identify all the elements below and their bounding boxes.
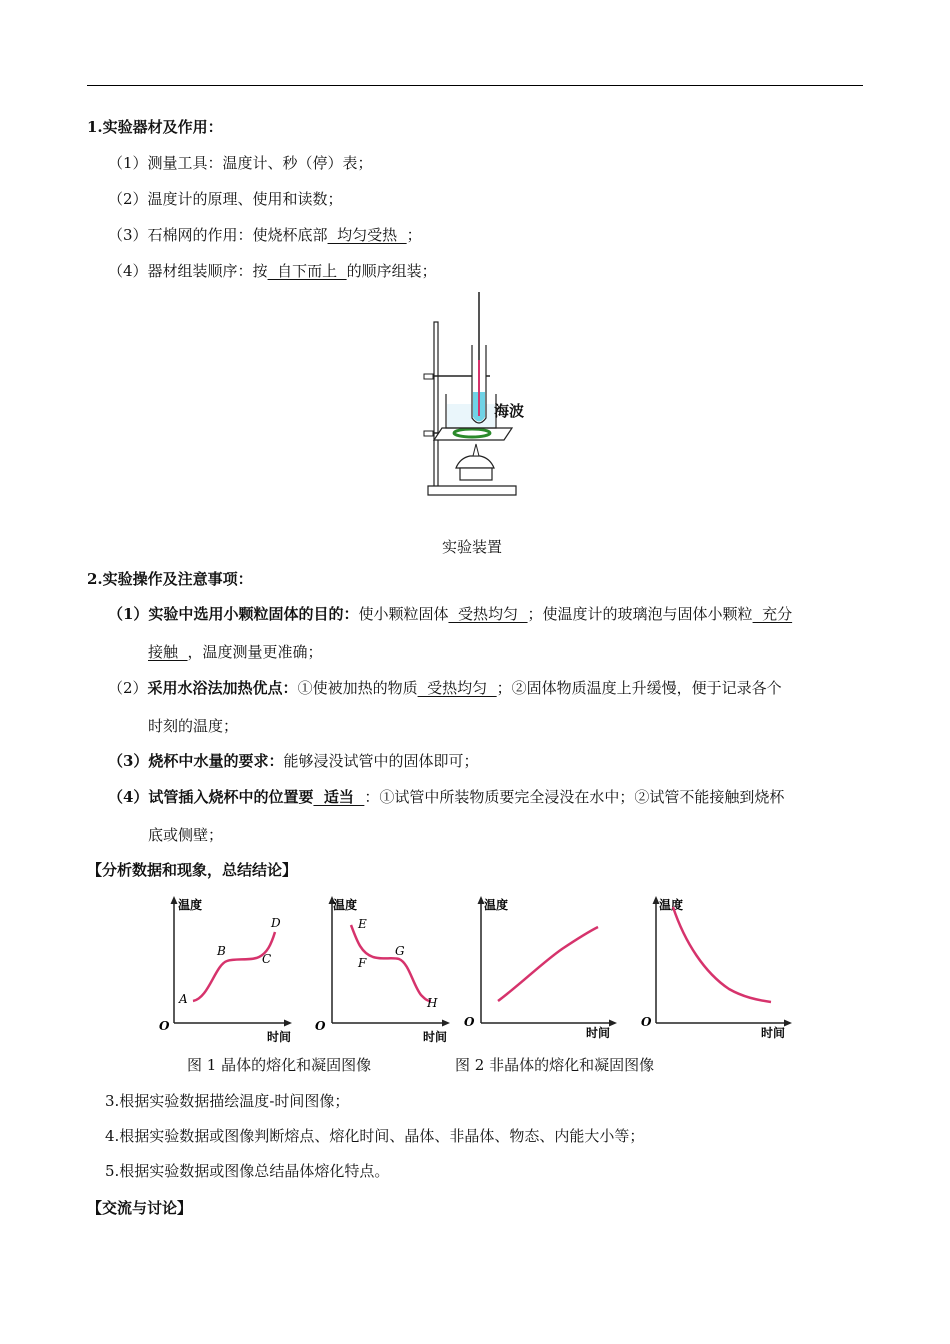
apparatus-figure bbox=[420, 290, 540, 500]
list-item-4: 4.根据实验数据或图像判断熔点、熔化时间、晶体、非晶体、物态、内能大小等； bbox=[105, 1127, 645, 1145]
point-label: A bbox=[179, 992, 188, 1006]
graph-amorphous-solidify bbox=[637, 893, 797, 1043]
section2-item4-cont: 底或侧壁； bbox=[148, 826, 224, 844]
blank-answer: 接触 bbox=[148, 643, 188, 661]
section1-item4: （4）器材组装顺序：按 自下而上 的顺序组装； bbox=[108, 262, 437, 280]
y-axis-label: 温度 bbox=[659, 898, 684, 912]
point-label: C bbox=[262, 952, 272, 966]
section1-heading: 1.实验器材及作用： bbox=[87, 118, 223, 136]
point-label: G bbox=[395, 944, 405, 958]
section2-item2: （2）采用水浴法加热优点：①使被加热的物质 受热均匀 ；②固体物质温度上升缓慢，便于记录各个 bbox=[108, 679, 782, 697]
apparatus-label: 海波 bbox=[494, 402, 525, 420]
y-axis-label: 温度 bbox=[333, 898, 358, 912]
x-axis-label: 时间 bbox=[761, 1026, 786, 1040]
x-axis-label: 时间 bbox=[267, 1030, 292, 1043]
amorphous-melt-curve bbox=[498, 927, 598, 1001]
section1-item2: （2）温度计的原理、使用和读数； bbox=[108, 190, 343, 208]
point-label: F bbox=[358, 956, 367, 970]
crystal-curve bbox=[193, 932, 275, 1001]
figure2-caption: 图 2 非晶体的熔化和凝固图像 bbox=[455, 1056, 655, 1074]
y-axis-label: 温度 bbox=[178, 898, 203, 912]
point-label: B bbox=[217, 944, 226, 958]
y-axis-label: 温度 bbox=[484, 898, 509, 912]
section2-item1: （1）实验中选用小颗粒固体的目的：使小颗粒固体 受热均匀 ；使温度计的玻璃泡与固体小颗粒 充分 bbox=[108, 605, 793, 623]
x-axis-label: 时间 bbox=[423, 1030, 448, 1043]
section2-item4: （4）试管插入烧杯中的位置要 适当 ：①试管中所装物质要完全浸没在水中；②试管不能接触到烧杯 bbox=[108, 788, 785, 806]
graph-crystal bbox=[155, 893, 300, 1043]
point-label: D bbox=[271, 916, 281, 930]
figure1-caption: 图 1 晶体的熔化和凝固图像 bbox=[187, 1056, 372, 1074]
x-axis-label: 时间 bbox=[586, 1026, 611, 1040]
section2-item3: （3）烧杯中水量的要求：能够浸没试管中的固体即可； bbox=[108, 752, 479, 770]
section2-heading: 2.实验操作及注意事项： bbox=[87, 570, 253, 588]
origin-label: O bbox=[159, 1019, 170, 1033]
section1-item1: （1）测量工具：温度计、秒（停）表； bbox=[108, 154, 373, 172]
section1-item3: （3）石棉网的作用：使烧杯底部 均匀受热 ； bbox=[108, 226, 422, 244]
origin-label: O bbox=[315, 1019, 326, 1033]
section2-item2-cont: 时刻的温度； bbox=[148, 717, 239, 735]
graph-crystal-solidify bbox=[313, 893, 458, 1043]
graph-amorphous-melt bbox=[462, 893, 622, 1043]
blank-answer: 受热均匀 bbox=[448, 605, 528, 623]
amorphous-solidify-curve bbox=[673, 907, 771, 1002]
analysis-heading: 【分析数据和现象，总结结论】 bbox=[87, 861, 298, 879]
list-item-3: 3.根据实验数据描绘温度-时间图像； bbox=[105, 1092, 350, 1110]
blank-answer: 受热均匀 bbox=[417, 679, 497, 697]
header-rule bbox=[87, 85, 863, 86]
discussion-heading: 【交流与讨论】 bbox=[87, 1199, 193, 1217]
blank-answer: 适当 bbox=[313, 788, 365, 806]
list-item-5: 5.根据实验数据或图像总结晶体熔化特点。 bbox=[105, 1162, 390, 1180]
section2-item1-cont: 接触 ，温度测量更准确； bbox=[148, 643, 323, 661]
blank-answer: 充分 bbox=[752, 605, 793, 623]
apparatus-caption: 实验装置 bbox=[442, 538, 503, 556]
blank-answer: 均匀受热 bbox=[327, 226, 407, 244]
point-label: E bbox=[358, 917, 367, 931]
origin-label: O bbox=[464, 1015, 475, 1029]
point-label: H bbox=[427, 996, 438, 1010]
origin-label: O bbox=[641, 1015, 652, 1029]
blank-answer: 自下而上 bbox=[267, 262, 347, 280]
